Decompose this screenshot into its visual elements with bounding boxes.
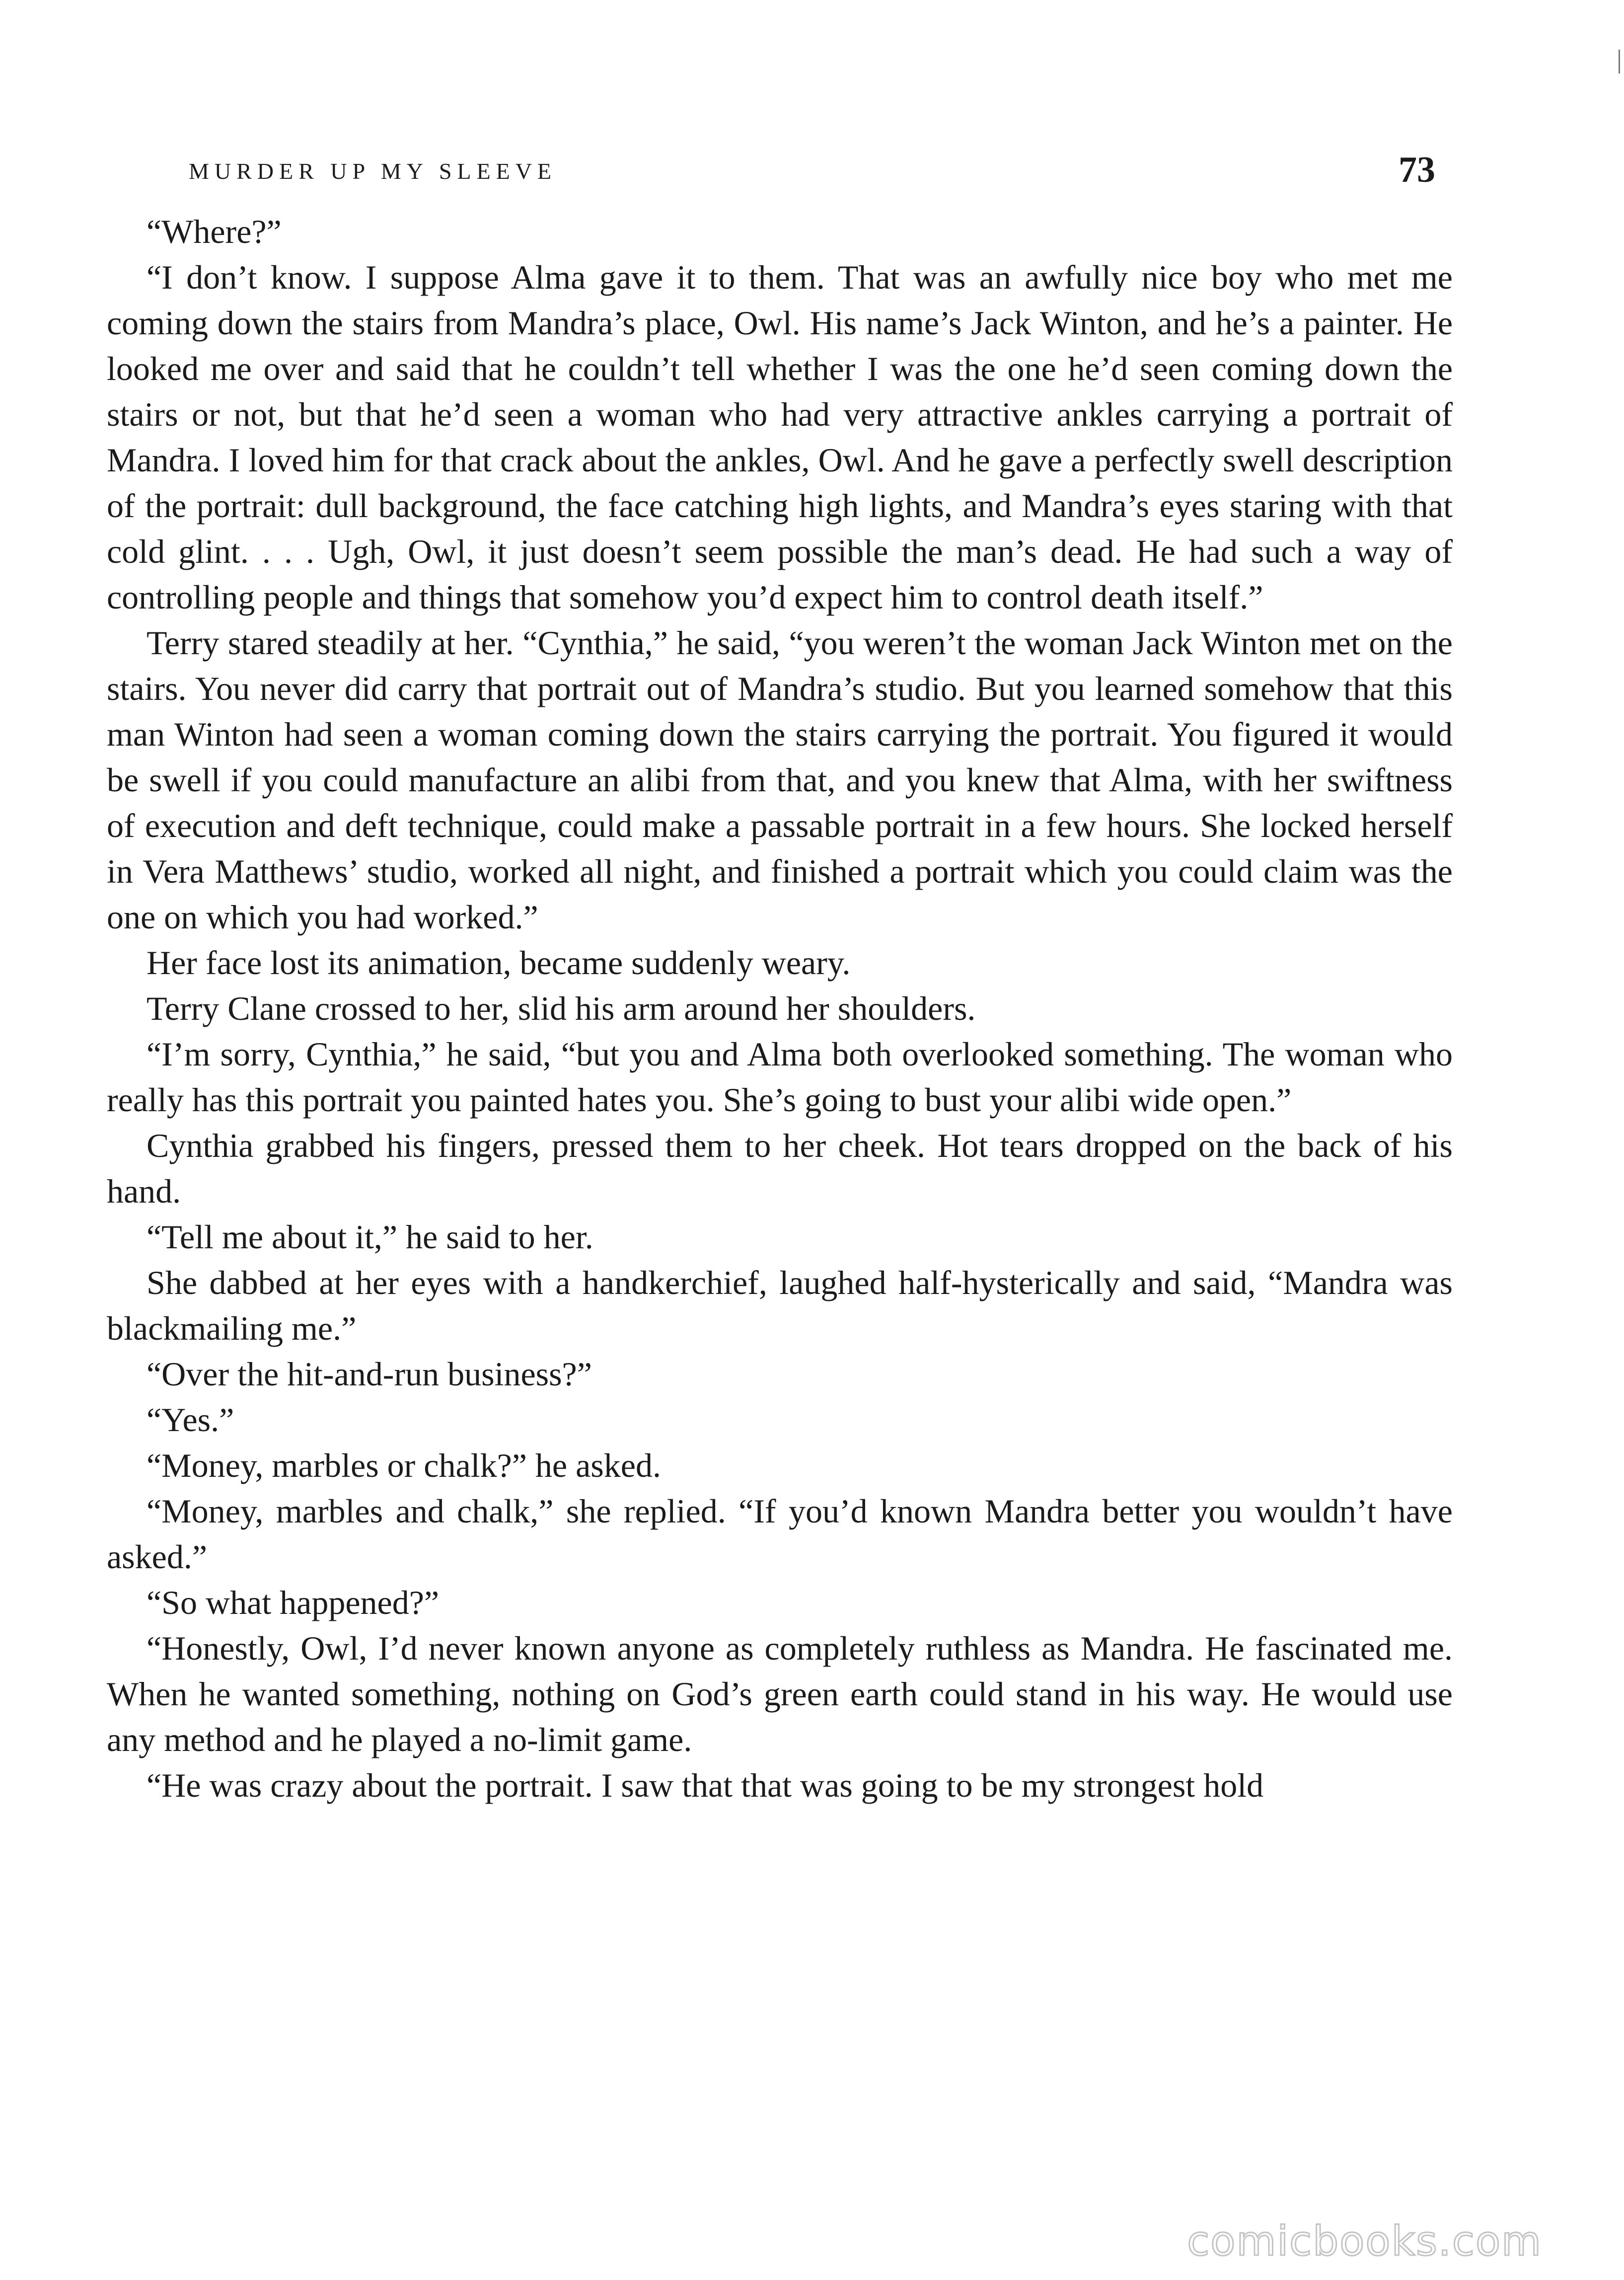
paragraph: Terry Clane crossed to her, slid his arm around her shoulders.: [147, 989, 976, 1027]
running-title: MURDER UP MY SLEEVE: [189, 158, 557, 184]
paragraph: “Yes.”: [147, 1401, 234, 1439]
paragraph: She dabbed at her eyes with a handkerchief, laughed half-hysterically and said, “Mandra was blackmailing me.”: [107, 1264, 1453, 1347]
page-number: 73: [1399, 150, 1435, 190]
paragraph: Her face lost its animation, became suddenly weary.: [147, 944, 851, 982]
body-text: [107, 209, 1453, 1808]
paragraph: “Tell me about it,” he said to her.: [147, 1218, 593, 1256]
paragraph: “Honestly, Owl, I’d never known anyone as completely ruthless as Mandra. He fascinated me. When he wanted something, nothing on God’s green earth could stand in his way. He would use any method and he played a no-limit game.: [107, 1629, 1453, 1758]
paragraph: “Money, marbles or chalk?” he asked.: [147, 1446, 661, 1484]
paragraph: Cynthia grabbed his fingers, pressed them to her cheek. Hot tears dropped on the back of his hand.: [107, 1127, 1453, 1210]
scan-edge-mark: [1619, 50, 1620, 74]
watermark: comicbooks.com: [1187, 2218, 1542, 2265]
paragraph: “So what happened?”: [147, 1584, 440, 1621]
paragraph: “Where?”: [147, 213, 282, 250]
paragraph: “I don’t know. I suppose Alma gave it to them. That was an awfully nice boy who met me coming down the stairs from Mandra’s place, Owl. His name’s Jack Winton, and he’s a painter. He looked me over and said that he couldn’t tell whether I was the one he’d seen coming down the stairs or not, but that he’d seen a woman who had very attractive ankles carrying a portrait of Mandra. I loved him for that crack about the ankles, Owl. And he gave a perfectly swell description of the portrait: dull background, the face catching high lights, and Mandra’s eyes staring with that cold glint. . . . Ugh, Owl, it just doesn’t seem possible the man’s dead. He had such a way of controlling people and things that somehow you’d expect him to control death itself.”: [107, 258, 1453, 616]
paragraph: Terry stared steadily at her. “Cynthia,” he said, “you weren’t the woman Jack Winton met on the stairs. You never did carry that portrait out of Mandra’s studio. But you learned somehow that this man Winton had seen a woman coming down the stairs carrying the portrait. You figured it would be swell if you could manufacture an alibi from that, and you knew that Alma, with her swiftness of execution and deft technique, could make a passable portrait in a few hours. She locked herself in Vera Matthews’ studio, worked all night, and finished a portrait which you could claim was the one on which you had worked.”: [107, 624, 1453, 936]
paragraph: “Money, marbles and chalk,” she replied. “If you’d known Mandra better you wouldn’t have asked.”: [107, 1492, 1453, 1576]
paragraph: “I’m sorry, Cynthia,” he said, “but you and Alma both overlooked something. The woman who really has this portrait you painted hates you. She’s going to bust your alibi wide open.”: [107, 1035, 1453, 1119]
paragraph: “Over the hit-and-run business?”: [147, 1355, 592, 1393]
paragraph: “He was crazy about the portrait. I saw that that was going to be my strongest hold: [147, 1766, 1264, 1804]
